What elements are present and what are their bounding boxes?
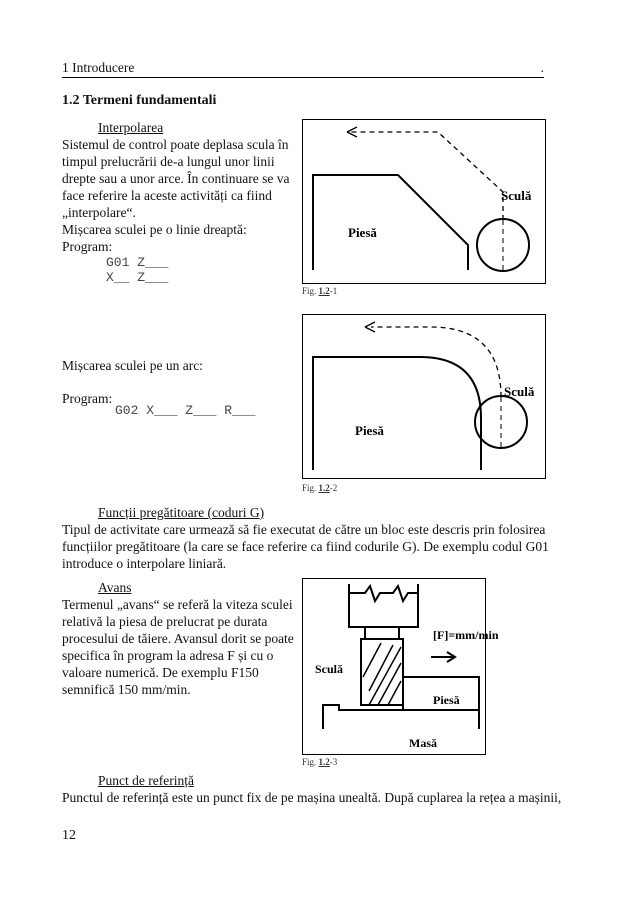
workpiece-outline bbox=[313, 175, 468, 270]
running-header bbox=[62, 60, 544, 78]
caption-prefix: Fig. bbox=[302, 483, 319, 493]
label-feed: [F]=mm/min bbox=[433, 628, 499, 642]
heading-g-codes: Funcții pregătitoare (coduri G) bbox=[98, 505, 265, 520]
section-title: 1.2 Termeni fundamentali bbox=[62, 93, 217, 108]
figure-feed bbox=[302, 578, 499, 755]
figure-arc-interpolation bbox=[302, 314, 546, 479]
tool-circle bbox=[477, 219, 529, 271]
spindle-head bbox=[349, 584, 418, 627]
tool-path bbox=[371, 327, 501, 397]
tool-circle bbox=[475, 396, 527, 448]
workpiece-outline bbox=[313, 357, 481, 470]
text-line: Termenul „avans“ se referă la viteza sculei bbox=[62, 597, 293, 612]
code-line-x-z: X__ Z___ bbox=[106, 270, 169, 285]
page-number: 12 bbox=[62, 828, 76, 843]
text-line: Mișcarea sculei pe o linie dreaptă: bbox=[62, 222, 247, 237]
feed-text bbox=[62, 596, 302, 698]
text-line: specifica în program la adresa F și cu o bbox=[62, 648, 274, 663]
g-codes-text bbox=[62, 521, 562, 572]
caption-prefix: Fig. bbox=[302, 286, 319, 296]
text-line: relativă la piesa de prelucrat pe durata bbox=[62, 614, 268, 629]
arc-text: Mișcarea sculei pe un arc: bbox=[62, 358, 203, 373]
heading-feed: Avans bbox=[98, 580, 132, 595]
text-line: procesului de tăiere. Avansul dorit se poate bbox=[62, 631, 294, 646]
arrow-head-icon bbox=[365, 322, 375, 332]
text-line: Tipul de activitate care urmează să fie executat de către un bloc este descris prin folosirea bbox=[62, 522, 546, 537]
text-line: introduce o interpolare liniară. bbox=[62, 556, 227, 571]
code-line-g01: G01 Z___ bbox=[106, 255, 169, 270]
caption-ref: 1.2 bbox=[318, 286, 330, 296]
label-tool: Sculă bbox=[504, 384, 535, 399]
program-label-1: Program: bbox=[62, 239, 113, 254]
caption-ref: 1.2 bbox=[318, 757, 330, 767]
text-line: valoare numerică. De exemplu F150 bbox=[62, 665, 259, 680]
text-line: funcțiilor pregătitoare (la care se face referire ca fiind codurile G). De exemplu codul G01 bbox=[62, 539, 549, 554]
label-part: Piesă bbox=[348, 225, 377, 240]
reference-text: Punctul de referință este un punct fix de pe mașina unealtă. După cuplarea la rețea a mașinii, bbox=[62, 790, 562, 805]
text-line: „interpolare“. bbox=[62, 205, 136, 220]
header-dot: . bbox=[540, 60, 544, 75]
text-line: Sistemul de control poate deplasa scula în bbox=[62, 137, 289, 152]
caption-ref: 1.2 bbox=[318, 483, 330, 493]
feed-direction-arrow-icon bbox=[431, 652, 455, 662]
label-part: Piesă bbox=[433, 693, 460, 707]
program-label-2: Program: bbox=[62, 391, 113, 406]
text-line: timpul prelucrării de-a lungul unor linii bbox=[62, 154, 275, 169]
caption-suffix: -3 bbox=[329, 757, 338, 767]
figure-1-caption bbox=[302, 286, 337, 296]
figure-3-drawing bbox=[303, 579, 499, 754]
figure-2-drawing bbox=[303, 315, 545, 478]
label-tool: Sculă bbox=[501, 188, 532, 203]
label-part: Piesă bbox=[355, 423, 384, 438]
text-line: semnifică 150 mm/min. bbox=[62, 682, 191, 697]
heading-reference-point: Punct de referință bbox=[98, 773, 194, 788]
heading-interpolation: Interpolarea bbox=[98, 120, 164, 135]
caption-prefix: Fig. bbox=[302, 757, 319, 767]
label-tool: Sculă bbox=[315, 662, 344, 676]
figure-linear-interpolation bbox=[302, 119, 546, 284]
figure-2-caption bbox=[302, 483, 337, 493]
tool-holder bbox=[365, 627, 399, 639]
code-line-g02: G02 X___ Z___ R___ bbox=[115, 403, 256, 418]
text-line: face referire la aceste activități ca fiind bbox=[62, 188, 272, 203]
caption-suffix: -2 bbox=[329, 483, 338, 493]
caption-suffix: -1 bbox=[329, 286, 338, 296]
header-chapter: 1 Introducere bbox=[62, 60, 135, 75]
text-line: drepte sau a unor arce. În continuare se va bbox=[62, 171, 290, 186]
label-table: Masă bbox=[409, 736, 437, 750]
figure-3-caption bbox=[302, 757, 337, 767]
interpolation-text bbox=[62, 136, 302, 238]
figure-1-drawing bbox=[303, 120, 545, 283]
